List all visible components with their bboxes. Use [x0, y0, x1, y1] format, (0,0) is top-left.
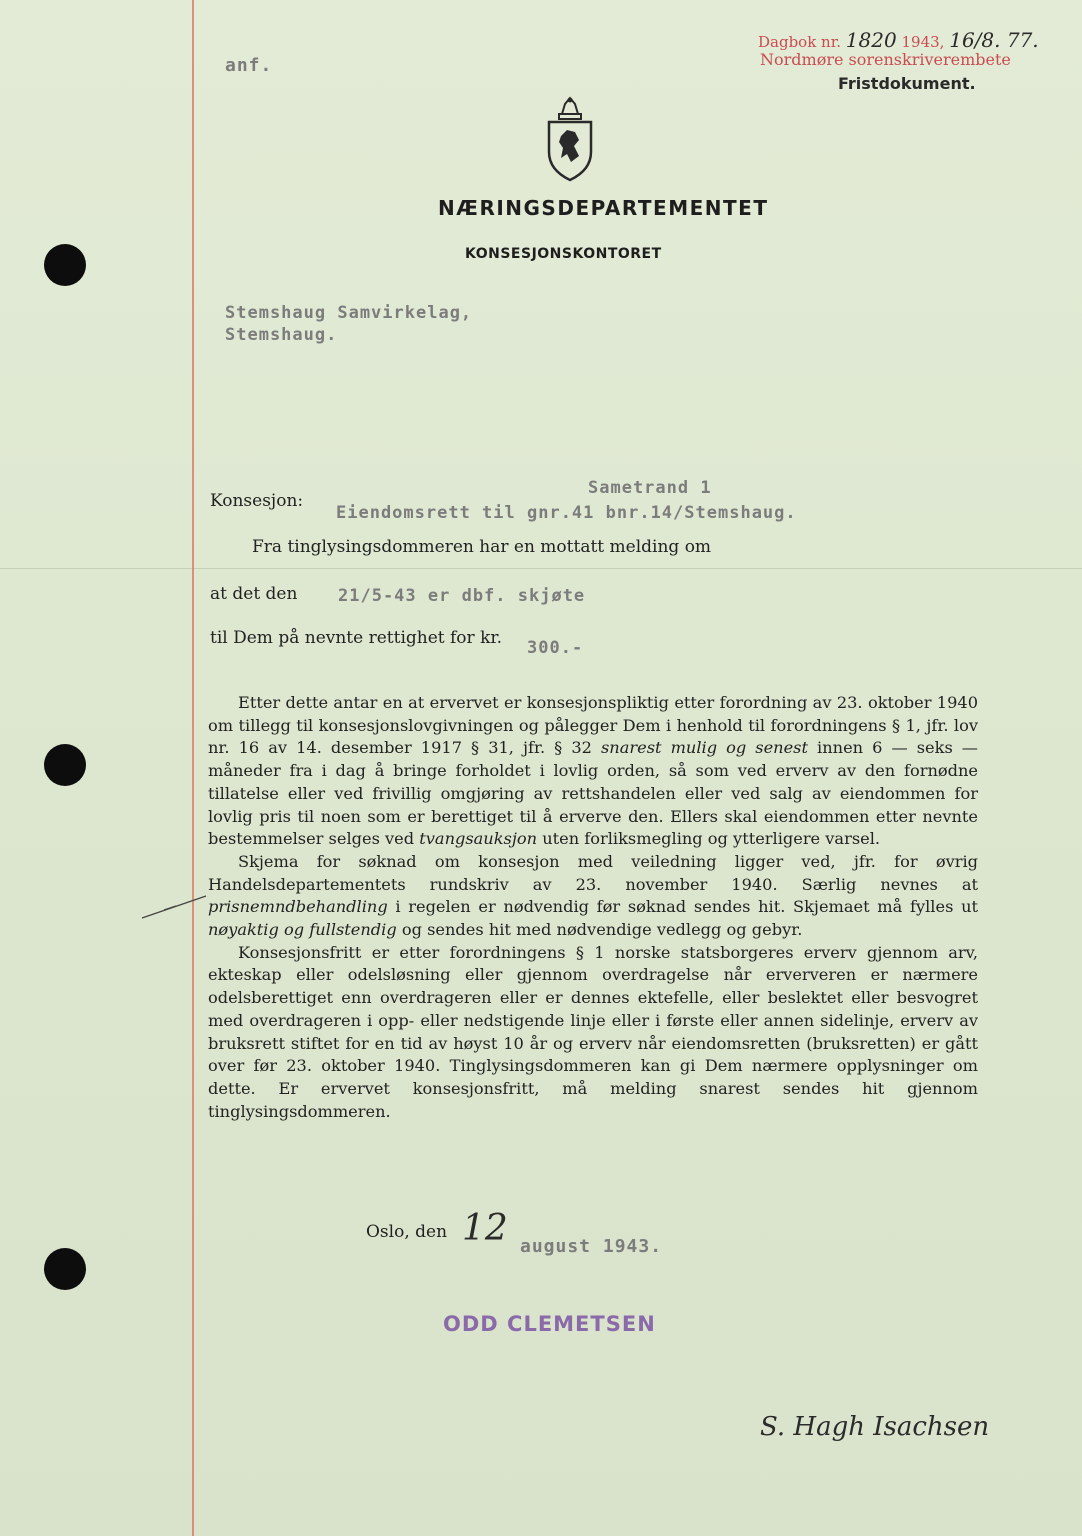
pencil-mark	[140, 888, 210, 922]
recipient-line2: Stemshaug.	[225, 325, 338, 345]
concession-intro: Fra tinglysingsdommeren har en mottatt melding om	[252, 537, 712, 557]
signatory-name-stamp: ODD CLEMETSEN	[443, 1312, 656, 1336]
date-label: at det den	[210, 584, 298, 604]
concession-property-name: Sametrand 1	[588, 478, 712, 498]
deadline-document-label: Fristdokument.	[838, 74, 976, 93]
diary-number: 1820	[845, 28, 897, 52]
diary-year: 1943,	[901, 33, 945, 51]
month-year: august 1943.	[520, 1236, 663, 1257]
concession-label: Konsesjon:	[210, 491, 304, 511]
diary-date: 16/8. 77.	[949, 28, 1039, 52]
punch-hole	[44, 244, 86, 286]
handwritten-day: 12	[462, 1208, 508, 1249]
signature: S. Hagh Isachsen	[760, 1412, 990, 1442]
place-label: Oslo, den	[366, 1222, 448, 1242]
concession-subject: Eiendomsrett til gnr.41 bnr.14/Stemshaug.	[336, 503, 797, 523]
price-label: til Dem på nevnte rettighet for kr.	[210, 628, 503, 648]
court-stamp: Nordmøre sorenskriverembete	[760, 50, 1011, 69]
diary-number-label: Dagbok nr.	[758, 33, 842, 51]
paragraph-exemptions: Konsesjonsfritt er etter forordningens § 1 norske statsborgeres erverv gjennom arv, ekteskap eller odelsløsning eller gjennom overdragelse når erververen er nærmere odelsberettiget enn overdrageren eller er dennes ektefelle, eller beslektet eller besvogret med overdrageren i opp- eller nedstigende linje eller i første eller annen sidelinje, erverv av bruksrett stiftet for en tid av høyst 10 år og erverv når eiendomsretten (bruksretten) er gått over før 23. oktober 1940. Tinglysingsdommeren kan gi Dem nærmere opplysninger om dette. Er ervervet konsesjonsfritt, må melding snarest sendes hit gjennom tinglysingsdommeren.	[208, 942, 978, 1121]
diary-stamp-line1	[758, 28, 1039, 52]
punch-hole	[44, 1248, 86, 1290]
punch-hole	[44, 744, 86, 786]
deed-date-value: 21/5-43 er dbf. skjøte	[338, 586, 586, 606]
department-name: NÆRINGSDEPARTEMENTET	[438, 196, 769, 220]
price-value: 300.-	[527, 638, 584, 658]
coat-of-arms-icon	[541, 96, 599, 182]
office-name: KONSESJONSKONTORET	[465, 246, 662, 262]
paragraph-obligation: Etter dette antar en at ervervet er konsesjonspliktig etter forordning av 23. oktober 1940 om tillegg til konsesjonslovgivningen og pålegger Dem i henhold til forordningens § 1, jfr. lov nr. 16 av 14. desember 1917 § 31, jfr. § 32 snarest mulig og senest innen 6 — seks — måneder fra i dag å bringe forholdet i lovlig orden, så som ved erverv av den fornødne tillatelse eller ved frivillig omgjøring av rettshandelen eller ved salg av eiendommen for lovlig pris til noen som er berettiget til å erverve den. Ellers skal eiendommen etter nevnte bestemmelser selges ved tvangsauksjon uten forliksmegling og ytterligere varsel.	[208, 693, 978, 849]
reference-mark: anf.	[225, 55, 273, 76]
paragraph-application: Skjema for søknad om konsesjon med veiledning ligger ved, jfr. for øvrig Handelsdepartementets rundskriv av 23. november 1940. Særlig nevnes at prisnemndbehandling i regelen er nødvendig før søknad sendes hit. Skjemaet må fylles ut nøyaktig og fullstendig og sendes hit med nødvendige vedlegg og gebyr.	[208, 851, 978, 940]
fold-line	[0, 568, 1082, 569]
margin-line	[192, 0, 194, 1536]
body-text	[208, 692, 978, 1123]
recipient-line1: Stemshaug Samvirkelag,	[225, 303, 473, 323]
